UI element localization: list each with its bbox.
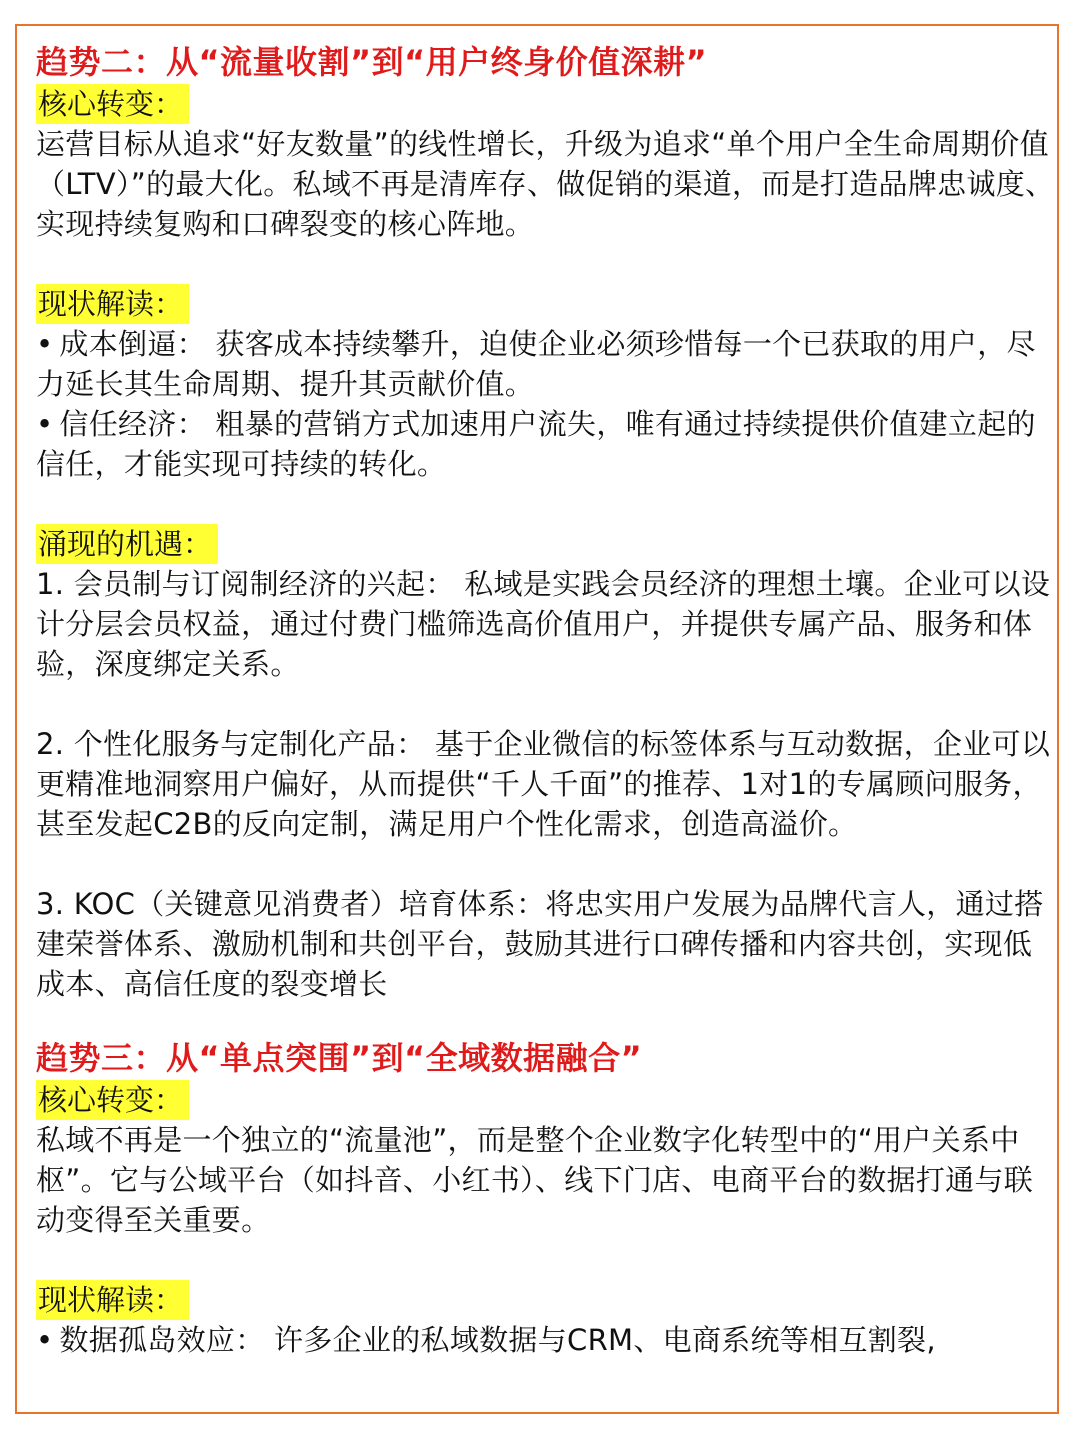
trend2-opportunity-item: 3. KOC（关键意见消费者）培育体系：将忠实用户发展为品牌代言人，通过搭建荣誉体系、激励机制和共创平台，鼓励其进行口碑传播和内容共创，实现低成本、高信任度的裂变增长 <box>36 887 1044 1001</box>
trend2-opportunity-item: 1. 会员制与订阅制经济的兴起： 私域是实践会员经济的理想土壤。企业可以设计分层会员权益，通过付费门槛筛选高价值用户，并提供专属产品、服务和体验，深度绑定关系。 <box>36 567 1051 681</box>
trend2-status-item: • 成本倒逼： 获客成本持续攀升，迫使企业必须珍惜每一个已获取的用户，尽力延长其生命周期、提升其贡献价值。 <box>36 324 1056 404</box>
trend3-core-text: 私域不再是一个独立的“流量池”，而是整个企业数字化转型中的“用户关系中枢”。它与公域平台（如抖音、小红书）、线下门店、电商平台的数据打通与联动变得至关重要。 <box>36 1123 1034 1237</box>
trend2-opportunity-label: 涌现的机遇： <box>36 524 218 564</box>
trend2-opportunity-item: 2. 个性化服务与定制化产品： 基于企业微信的标签体系与互动数据，企业可以更精准地洞察用户偏好，从而提供“千人千面”的推荐、1对1的专属顾问服务，甚至发起C2B的反向定制，满足用户个性化需求，创造高溢价。 <box>36 727 1051 841</box>
trend3-core-label: 核心转变： <box>36 1080 189 1120</box>
trend3-heading: 趋势三：从“单点突围”到“全域数据融合” <box>36 1039 643 1077</box>
trend3-status-item: • 数据孤岛效应： 许多企业的私域数据与CRM、电商系统等相互割裂, <box>36 1320 1056 1360</box>
trend2-core-text: 运营目标从追求“好友数量”的线性增长，升级为追求“单个用户全生命周期价值（LTV）”的最大化。私域不再是清库存、做促销的渠道，而是打造品牌忠诚度、实现持续复购和口碑裂变的核心阵地。 <box>36 127 1055 241</box>
trend2-heading: 趋势二：从“流量收割”到“用户终身价值深耕” <box>36 43 708 81</box>
trend2-status-label: 现状解读： <box>36 284 189 324</box>
trend2-core-label: 核心转变： <box>36 84 189 124</box>
trend2-status-item: • 信任经济： 粗暴的营销方式加速用户流失，唯有通过持续提供价值建立起的信任，才能实现可持续的转化。 <box>36 404 1056 484</box>
article-content <box>36 40 1056 1360</box>
trend3-status-label: 现状解读： <box>36 1280 189 1320</box>
